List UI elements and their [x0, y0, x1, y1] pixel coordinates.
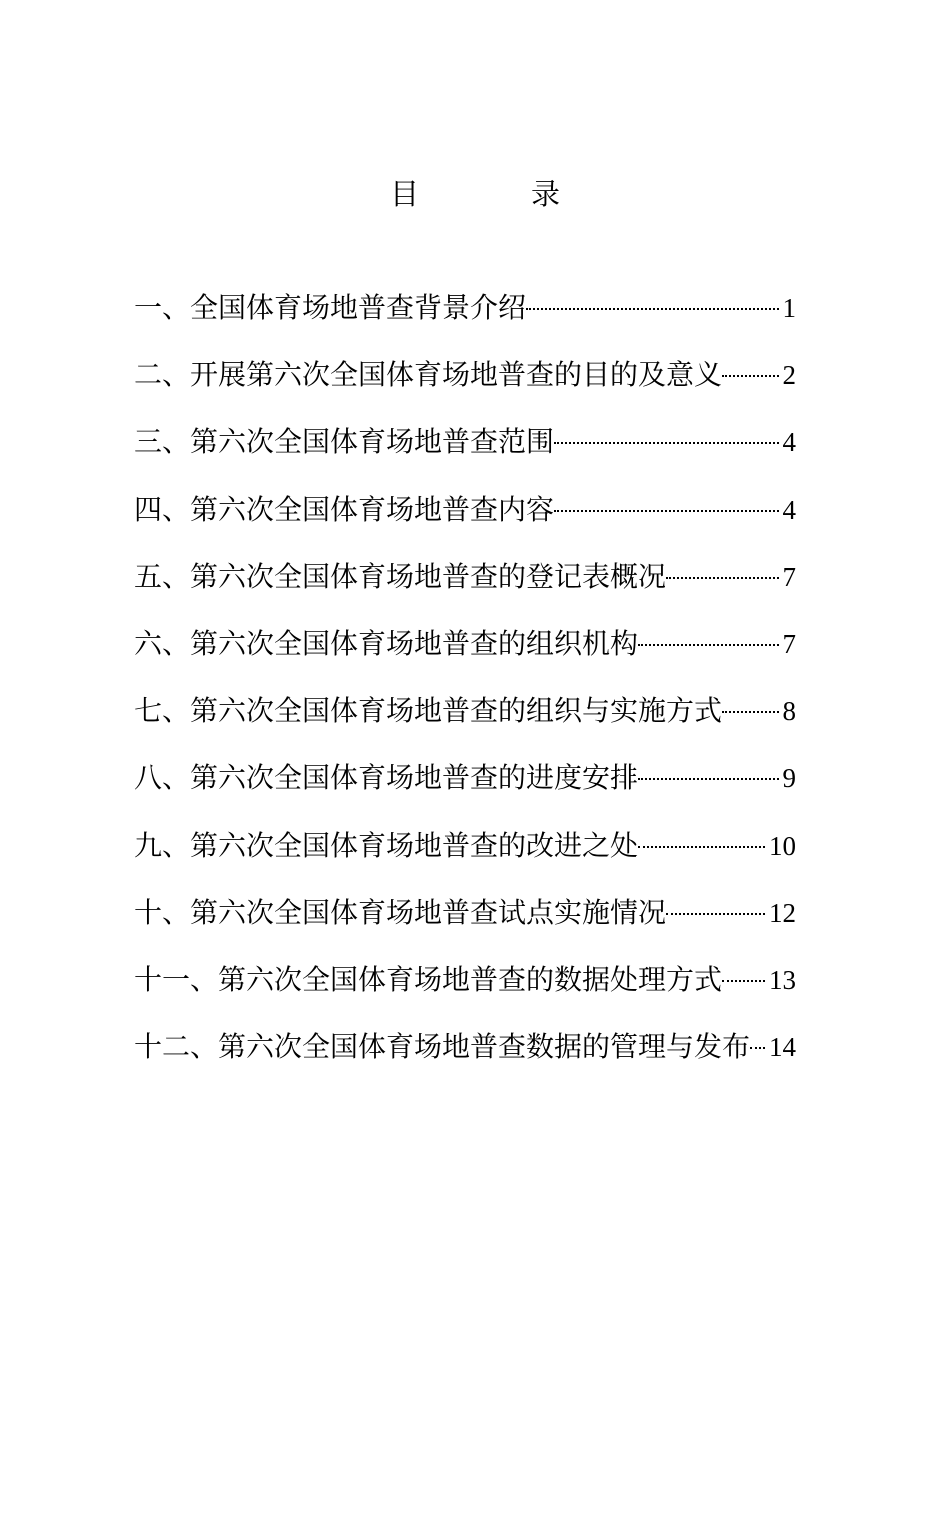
toc-page-number: 8	[782, 696, 796, 727]
toc-dot-leader	[554, 510, 778, 512]
toc-page-number: 4	[782, 427, 796, 458]
toc-entry-title: 二、开展第六次全国体育场地普查的目的及意义	[134, 358, 723, 392]
toc-page-number: 13	[769, 964, 796, 995]
toc-page-number: 7	[782, 561, 796, 592]
toc-entry-title: 七、第六次全国体育场地普查的组织与实施方式	[134, 694, 723, 728]
page-title-char-1: 目	[389, 177, 419, 211]
toc-entry-title: 四、第六次全国体育场地普查内容	[134, 492, 555, 526]
toc-page-number: 12	[769, 897, 796, 928]
toc-entry-title: 八、第六次全国体育场地普查的进度安排	[134, 761, 639, 795]
toc-dot-leader	[638, 778, 778, 780]
toc-dot-leader	[666, 577, 778, 579]
toc-entry-title: 六、第六次全国体育场地普查的组织机构	[134, 626, 639, 660]
toc-entry[interactable]	[134, 618, 796, 685]
toc-entry[interactable]	[134, 954, 796, 1021]
toc-dot-leader	[666, 913, 765, 915]
toc-dot-leader	[554, 442, 778, 444]
toc-page-number: 7	[782, 628, 796, 659]
toc-entry-title: 十、第六次全国体育场地普查试点实施情况	[134, 895, 667, 929]
toc-entry[interactable]	[134, 752, 796, 819]
toc-page-number: 9	[782, 763, 796, 794]
toc-entry[interactable]	[134, 887, 796, 954]
toc-entry[interactable]	[134, 349, 796, 416]
toc-dot-leader	[638, 846, 765, 848]
toc-entry-title: 一、全国体育场地普查背景介绍	[134, 291, 527, 324]
toc-page-number: 1	[782, 293, 796, 323]
toc-page-number: 2	[782, 360, 796, 391]
toc-entry[interactable]	[134, 282, 796, 349]
toc-entry-title: 十二、第六次全国体育场地普查数据的管理与发布	[134, 1030, 751, 1064]
toc-entry-title: 五、第六次全国体育场地普查的登记表概况	[134, 559, 667, 593]
page-title	[0, 172, 950, 216]
toc-entry[interactable]	[134, 685, 796, 752]
toc-dot-leader	[722, 375, 778, 377]
toc-dot-leader	[638, 644, 778, 646]
toc-dot-leader	[722, 711, 778, 713]
toc-dot-leader	[750, 1047, 765, 1049]
toc-page-number: 14	[769, 1032, 796, 1063]
toc-entry[interactable]	[134, 484, 796, 551]
toc-entry[interactable]	[134, 416, 796, 483]
toc-page-number: 4	[782, 494, 796, 525]
toc-entry[interactable]	[134, 820, 796, 887]
toc-dot-leader	[526, 308, 778, 310]
toc-entry-title: 十一、第六次全国体育场地普查的数据处理方式	[134, 962, 723, 996]
toc-entry-title: 九、第六次全国体育场地普查的改进之处	[134, 828, 639, 862]
toc-entry[interactable]	[134, 1021, 796, 1088]
toc-dot-leader	[722, 980, 765, 982]
toc-page-number: 10	[769, 830, 796, 861]
toc-entry[interactable]	[134, 551, 796, 618]
page-title-char-2: 录	[531, 177, 561, 211]
table-of-contents	[134, 282, 796, 1088]
toc-entry-title: 三、第六次全国体育场地普查范围	[134, 425, 555, 459]
